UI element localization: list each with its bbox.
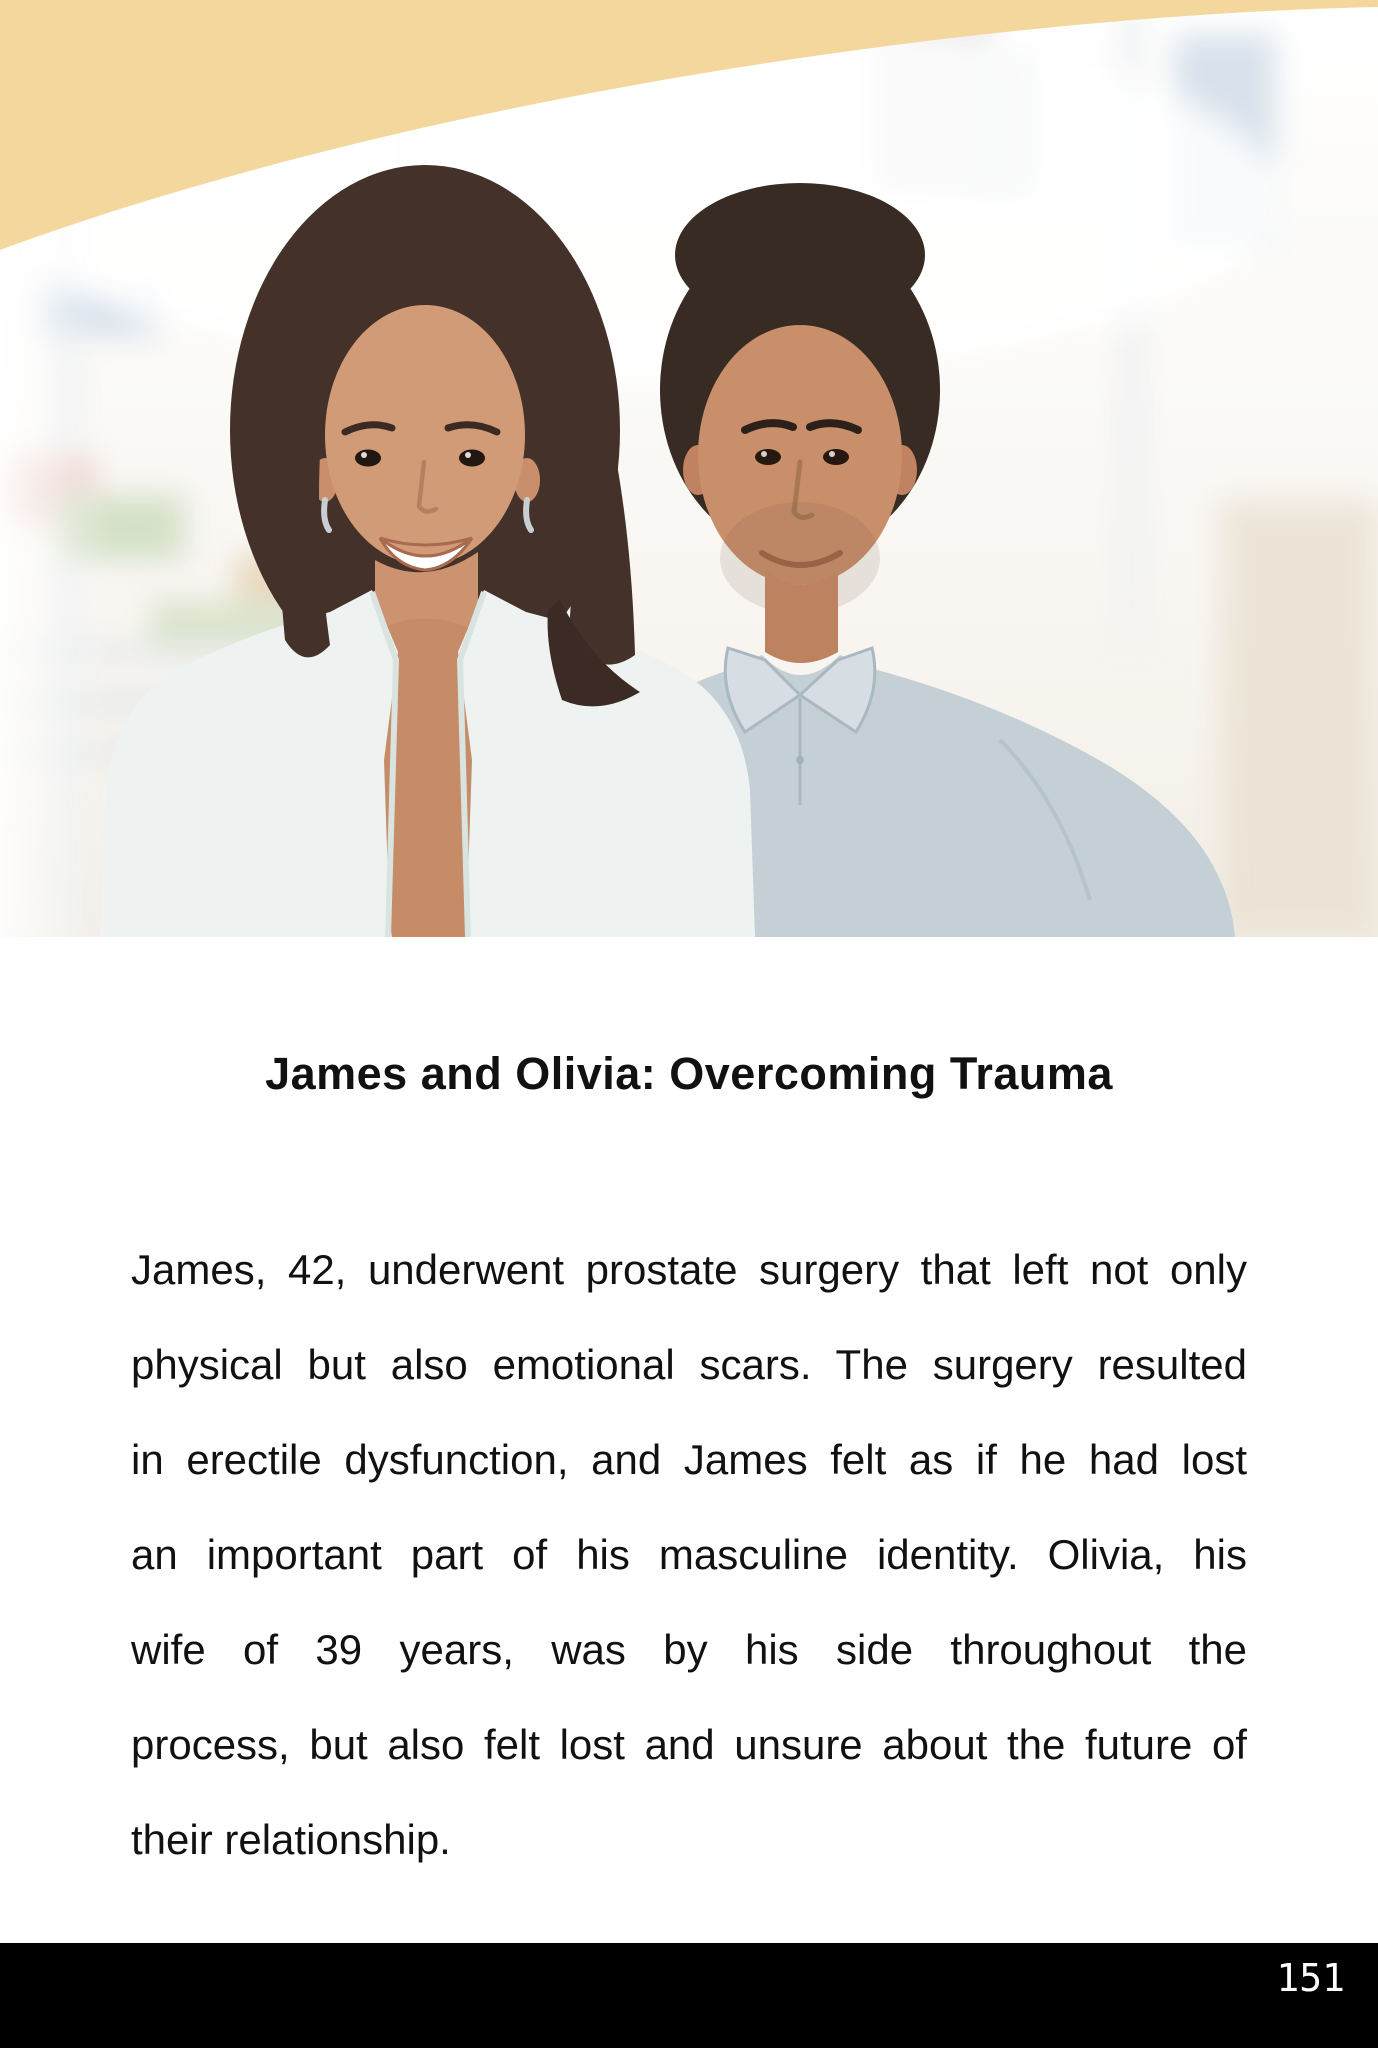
paragraph-line: James, 42, underwent prostate surgery that left not only: [131, 1246, 1247, 1293]
paragraph-line: wife of 39 years, was by his side throughout the: [131, 1626, 1247, 1673]
paragraph-line: in erectile dysfunction, and James felt as if he had lost: [131, 1436, 1247, 1483]
paragraph-line: process, but also felt lost and unsure about the future of: [131, 1721, 1247, 1768]
hero-photo: [0, 0, 1378, 937]
yellow-curve-decoration: [0, 0, 1378, 260]
paragraph-line: their relationship.: [131, 1816, 451, 1863]
paragraph-line: physical but also emotional scars. The surgery resulted: [131, 1341, 1247, 1388]
body-paragraph: [131, 1222, 1247, 1887]
page-title: James and Olivia: Overcoming Trauma: [265, 1048, 1113, 1099]
paragraph-line: an important part of his masculine identity. Olivia, his: [131, 1531, 1247, 1578]
page-number: 151: [1276, 1956, 1345, 2000]
footer-bar: [0, 1943, 1378, 2048]
